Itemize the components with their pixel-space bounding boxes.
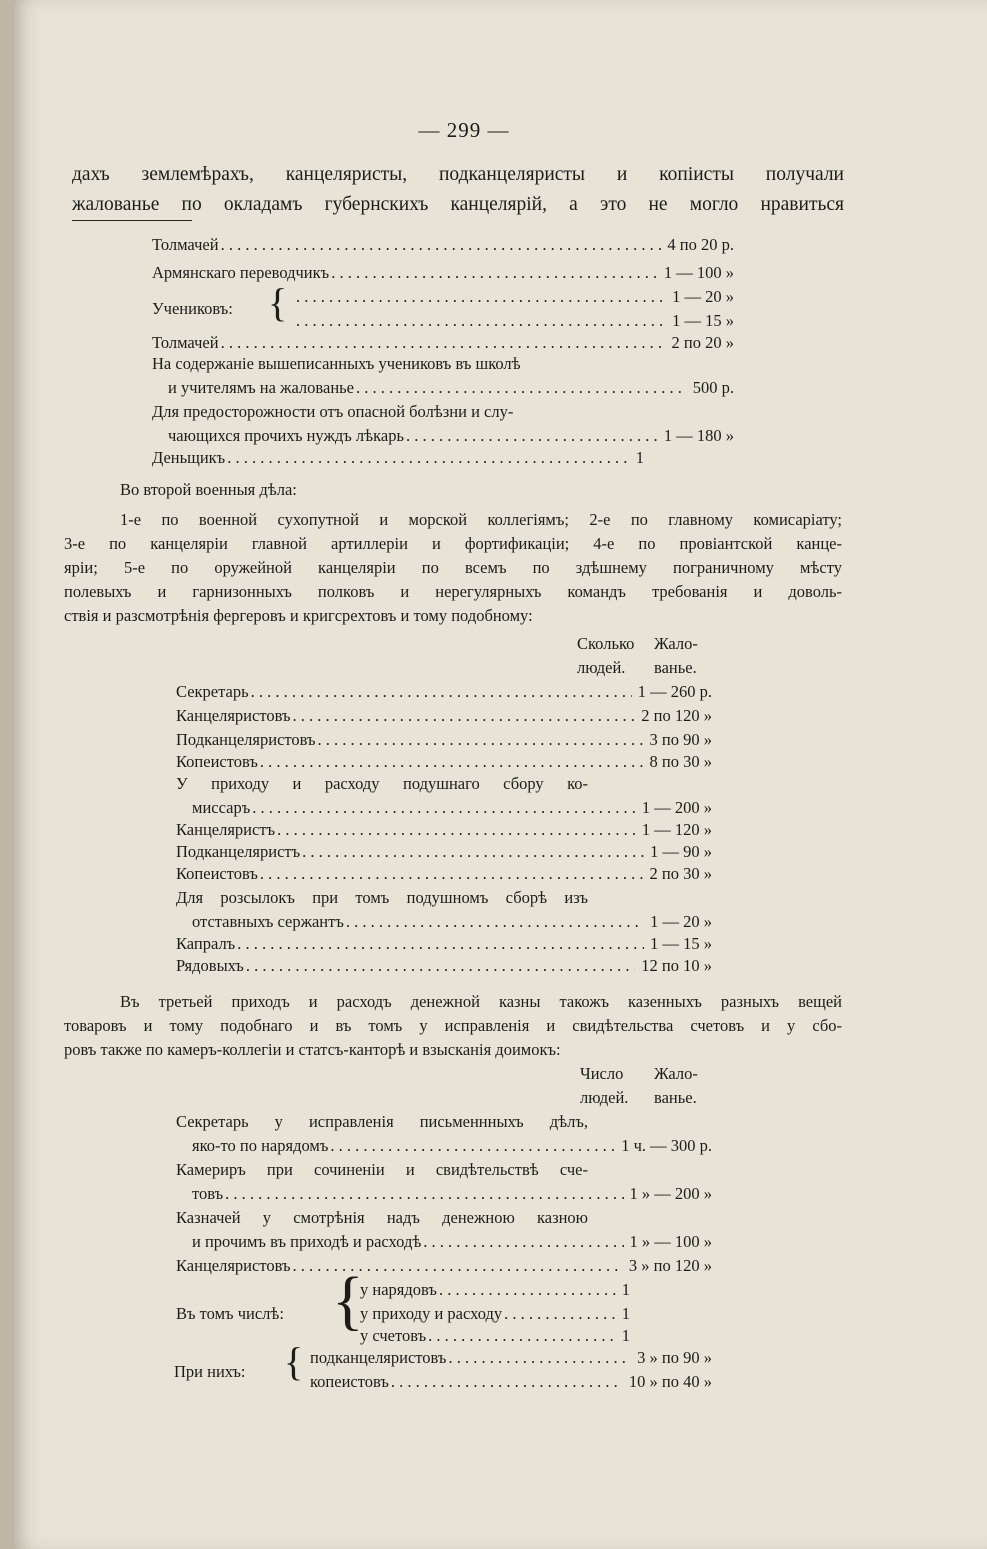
staff-row: у счетовъ . . . 1	[360, 1324, 630, 1348]
brace: {	[332, 1264, 364, 1337]
paragraph-line: 3-е по канцеляріи главной артиллеріи и фортификаціи; 4-е по провіантской канце-	[64, 534, 842, 553]
column-header: людей.	[580, 1088, 629, 1107]
staff-row: Капралъ . . . 1 — 15 »	[176, 932, 712, 956]
paragraph-line: 1-е по военной сухопутной и морской коллегіямъ; 2-е по главному комисаріату;	[120, 510, 842, 529]
staff-row: Копеистовъ . . . 8 по 30 »	[176, 750, 712, 774]
column-header: Жало-	[654, 634, 698, 653]
staff-row: . . . 1 — 15 »	[294, 309, 734, 333]
text-line: Для предосторожности отъ опасной болѣзни и слу-	[152, 402, 514, 421]
staff-row: и прочимъ въ приходѣ и расходѣ . . . 1 » — 100 »	[192, 1230, 712, 1254]
intro-paragraph	[72, 160, 844, 220]
staff-row: Канцеляристовъ . . . 2 по 120 »	[176, 704, 712, 728]
staff-row: товъ . . . 1 » — 200 »	[192, 1182, 712, 1206]
scanned-page	[14, 0, 987, 1549]
staff-row: чающихся прочихъ нуждъ лѣкарь . . . 1 — 180 »	[168, 424, 734, 448]
staff-row: у нарядовъ . . . 1	[360, 1278, 630, 1302]
staff-row: яко-то по нарядомъ . . . 1 ч. — 300 р.	[192, 1134, 712, 1158]
students-label: Учениковъ:	[152, 299, 233, 318]
paragraph-line: яріи; 5-е по оружейной канцеляріи по всемъ по здѣшнему пограничному мѣсту	[64, 558, 842, 577]
included-label: Въ томъ числѣ:	[176, 1304, 284, 1323]
brace: {	[268, 280, 288, 325]
column-header: ванье.	[654, 1088, 697, 1107]
text-line: У приходу и расходу подушнаго сбору ко-	[176, 774, 588, 793]
text-line: Секретарь у исправленія письменнныхъ дѣлъ,	[176, 1112, 588, 1131]
text-line: На содержаніе вышеписанныхъ учениковъ въ школѣ	[152, 354, 521, 373]
page-number: — 299 —	[418, 118, 510, 142]
paragraph-line: товаровъ и тому подобнаго и въ томъ у исправленія и свидѣтельства счетовъ и у сбо-	[64, 1016, 842, 1035]
column-header: ванье.	[654, 658, 697, 677]
staff-row: . . . 1 — 20 »	[294, 285, 734, 309]
staff-row: Толмачей . . . 4 по 20 р.	[152, 233, 734, 257]
column-header: Число	[580, 1064, 624, 1083]
footnote-rule	[72, 220, 192, 221]
paragraph-line: Въ третьей приходъ и расходъ денежной казны такожъ казенныхъ разныхъ вещей	[120, 992, 842, 1011]
staff-row: отставныхъ сержантъ . . . 1 — 20 »	[192, 910, 712, 934]
staff-row: Армянскаго переводчикъ . . . 1 — 100 »	[152, 261, 734, 285]
staff-row: Деньщикъ . . . 1	[152, 446, 644, 470]
staff-row: подканцеляристовъ . . . 3 » по 90 »	[310, 1346, 712, 1370]
staff-row: Канцеляристъ . . . 1 — 120 »	[176, 818, 712, 842]
with-them-label: При нихъ:	[174, 1362, 246, 1381]
text-line: Казначей у смотрѣнія надъ денежною казною	[176, 1208, 588, 1227]
intro-line: жалованье по окладамъ губернскихъ канцелярій, а это не могло нравиться	[72, 194, 844, 215]
staff-row: и учителямъ на жалованье . . . 500 р.	[168, 376, 734, 400]
staff-row: Канцеляристовъ . . . 3 » по 120 »	[176, 1254, 712, 1278]
staff-row: Толмачей . . . 2 по 20 »	[152, 331, 734, 355]
text-line: Для розсылокъ при томъ подушномъ сборѣ изъ	[176, 888, 588, 907]
paragraph-line: полевыхъ и гарнизонныхъ полковъ и нерегулярныхъ командъ требованія и доволь-	[64, 582, 842, 601]
paragraph-line: ствія и разсмотрѣнія фергеровъ и кригсрехтовъ и тому подобному:	[64, 606, 533, 625]
staff-row: Подканцеляристовъ . . . 3 по 90 »	[176, 728, 712, 752]
staff-row: копеистовъ . . . 10 » по 40 »	[310, 1370, 712, 1394]
staff-row: Подканцеляристъ . . . 1 — 90 »	[176, 840, 712, 864]
staff-row: миссаръ . . . 1 — 200 »	[192, 796, 712, 820]
column-header: людей.	[577, 658, 626, 677]
text-line: Камериръ при сочиненіи и свидѣтельствѣ сче-	[176, 1160, 588, 1179]
intro-line: дахъ землемѣрахъ, канцеляристы, подканцеляристы и копіисты получали	[72, 164, 844, 185]
staff-row: у приходу и расходу . . . 1	[360, 1302, 630, 1326]
column-header: Сколько	[577, 634, 635, 653]
column-header: Жало-	[654, 1064, 698, 1083]
staff-row: Рядовыхъ . . . 12 по 10 »	[176, 954, 712, 978]
staff-row: Секретарь . . . 1 — 260 р.	[176, 680, 712, 704]
section-heading: Во второй военныя дѣла:	[120, 480, 297, 499]
staff-row: Копеистовъ . . . 2 по 30 »	[176, 862, 712, 886]
paragraph-line: ровъ также по камеръ-коллегіи и статсъ-канторѣ и взысканія доимокъ:	[64, 1040, 561, 1059]
brace: {	[284, 1339, 304, 1384]
